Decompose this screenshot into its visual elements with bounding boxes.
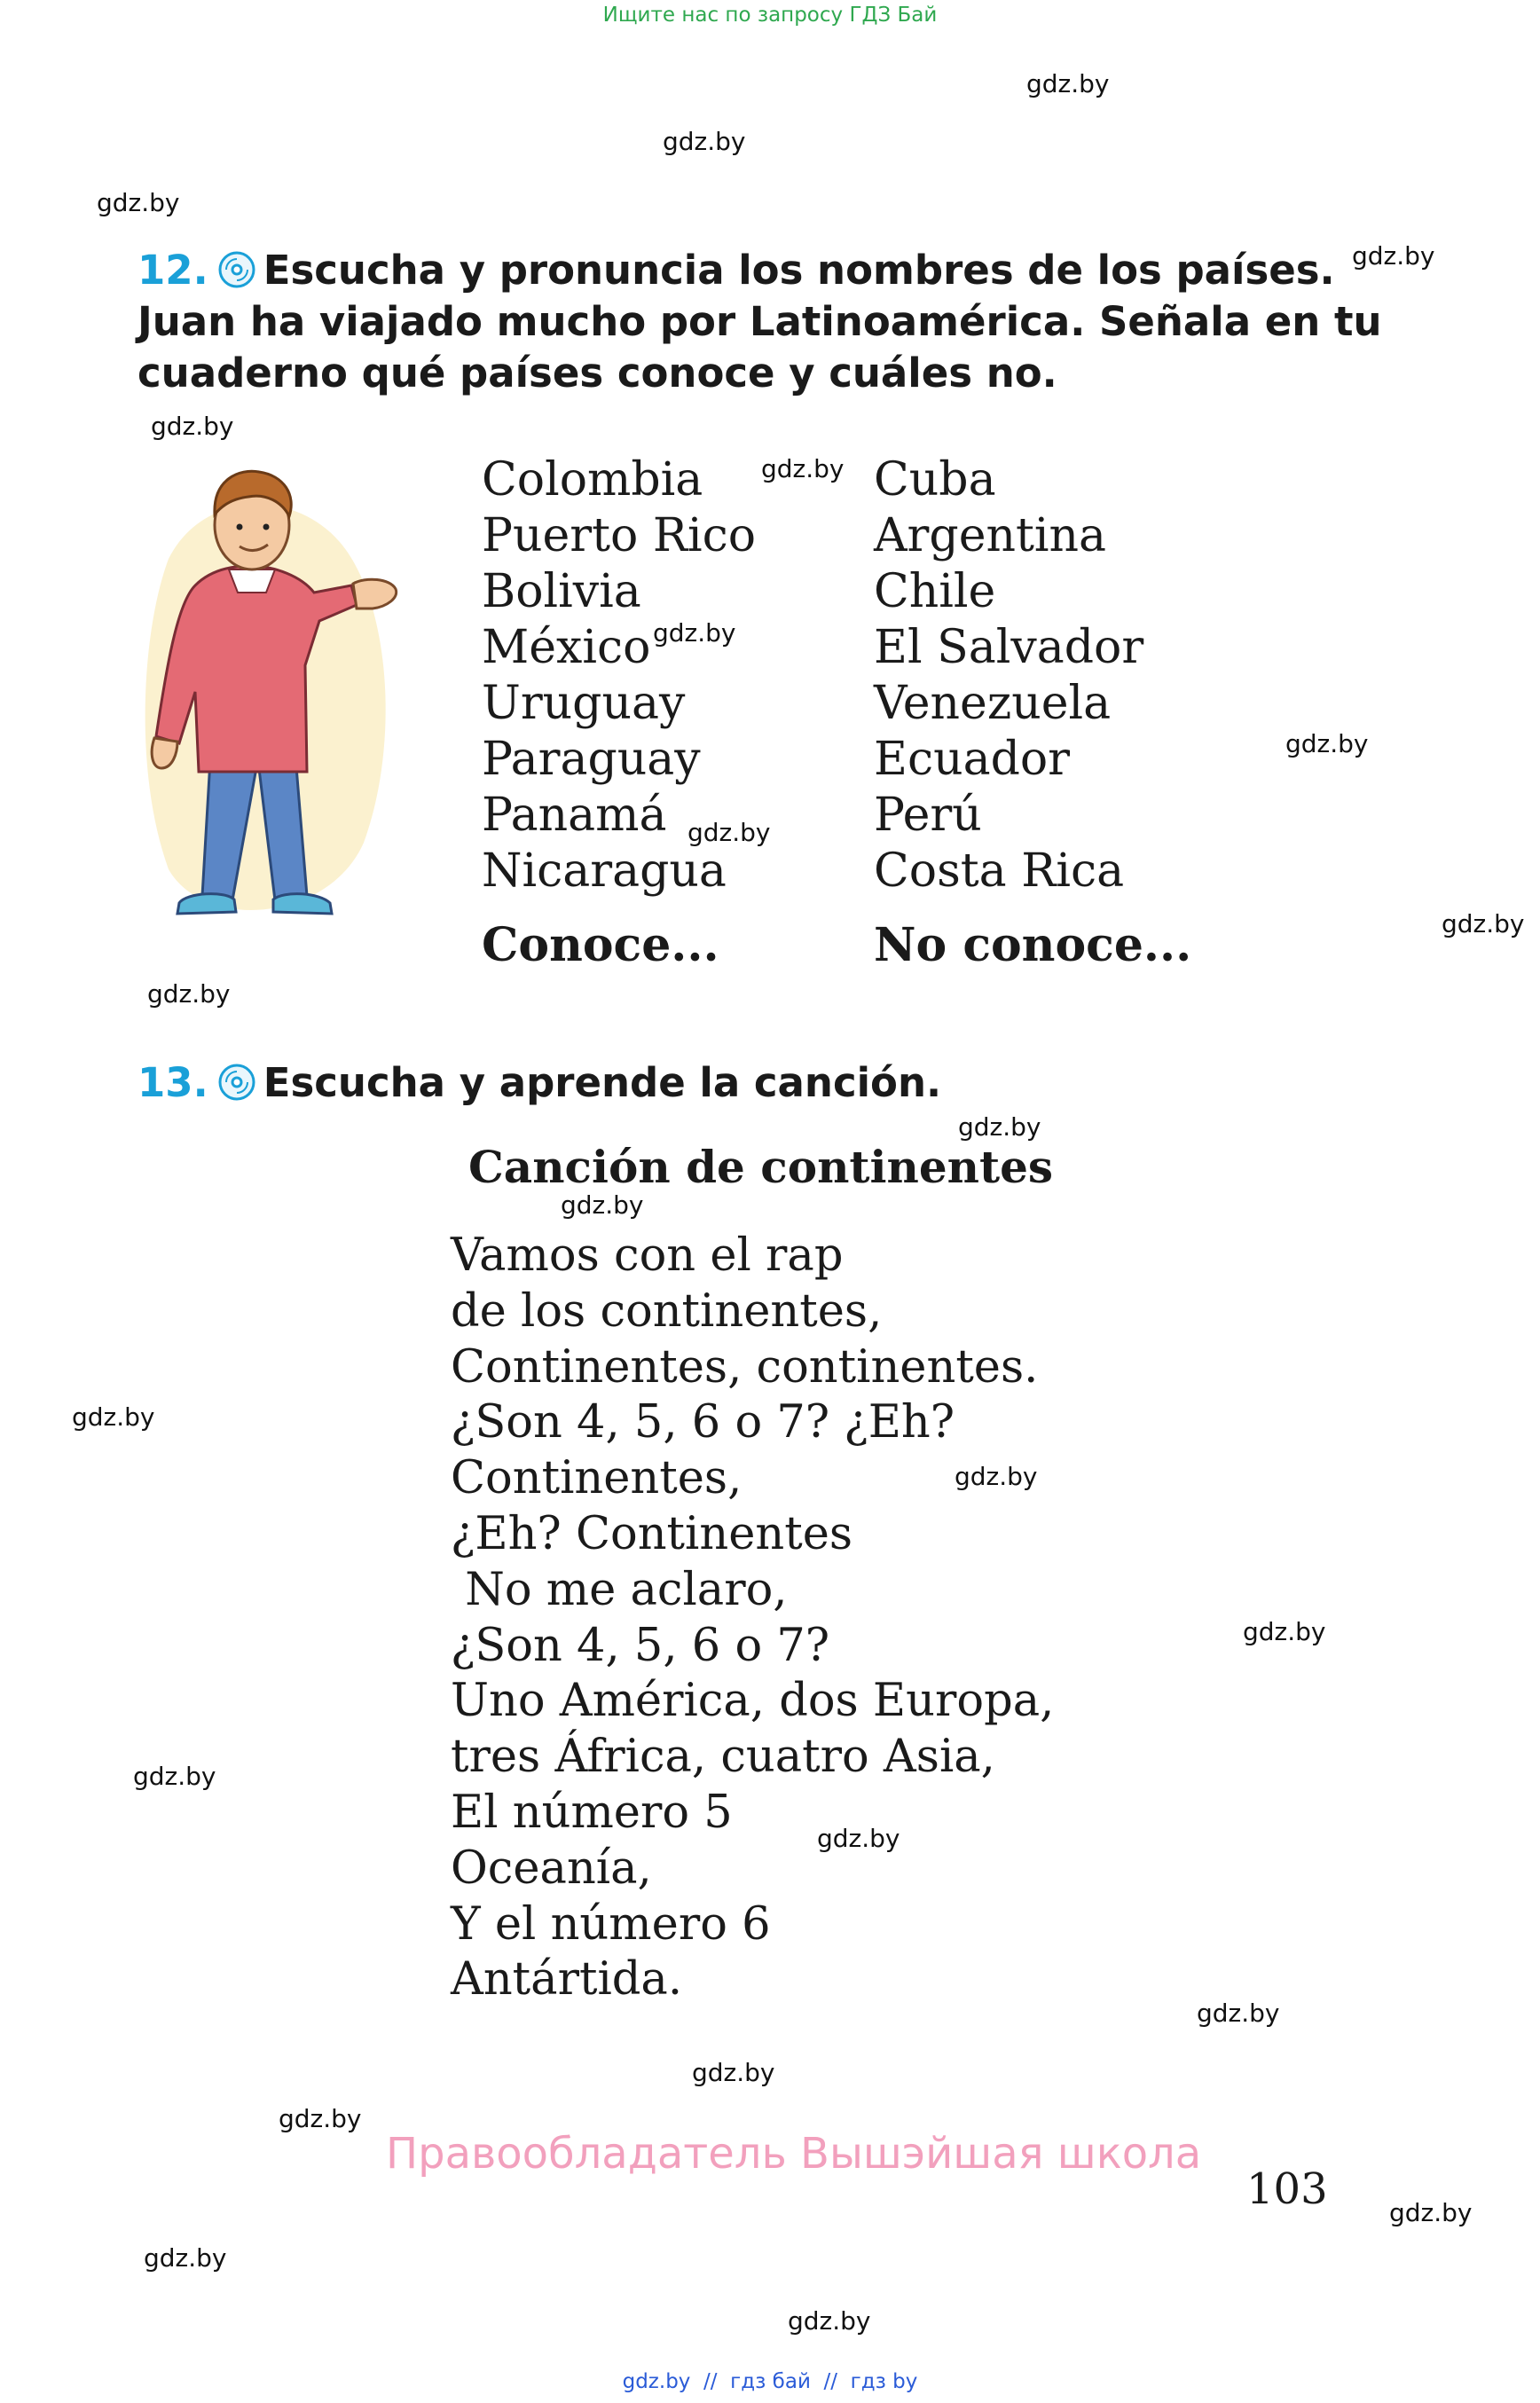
song-line: Y el número 6 xyxy=(451,1897,771,1951)
country-venezuela: Venezuela xyxy=(874,677,1112,730)
song-line: ¿Son 4, 5, 6 o 7? ¿Eh? xyxy=(451,1396,955,1449)
watermark: gdz.by xyxy=(1285,729,1369,758)
watermark: gdz.by xyxy=(1352,241,1435,271)
song-line: de los continentes, xyxy=(451,1284,883,1338)
song-line: No me aclaro, xyxy=(451,1563,788,1616)
country-costa-rica: Costa Rica xyxy=(874,844,1125,898)
watermark: gdz.by xyxy=(147,979,231,1009)
watermark: gdz.by xyxy=(788,2306,871,2336)
song-line: Vamos con el rap xyxy=(451,1229,844,1282)
page-number: 103 xyxy=(1246,2164,1328,2214)
instruction-line: cuaderno qué países conoce y cuáles no. xyxy=(138,349,1057,397)
song-line: Antártida. xyxy=(451,1953,683,2006)
watermark: gdz.by xyxy=(1389,2198,1473,2227)
exercise-number: 12. xyxy=(138,247,208,294)
copyright-notice: Правообладатель Вышэйшая школа xyxy=(386,2129,1202,2179)
watermark: gdz.by xyxy=(1026,69,1110,98)
country-nicaragua: Nicaragua xyxy=(482,844,727,898)
not-knows-column-header: No conoce... xyxy=(874,918,1192,972)
watermark: gdz.by xyxy=(72,1402,155,1432)
footer-links[interactable]: gdz.by // гдз бай // гдз by xyxy=(622,2370,918,2393)
exercise-13-heading xyxy=(138,1057,941,1109)
country-ecuador: Ecuador xyxy=(874,733,1071,786)
countries-right-column xyxy=(874,452,1143,899)
song-line: Continentes, continentes. xyxy=(451,1340,1039,1394)
watermark: gdz.by xyxy=(151,412,234,441)
watermark: gdz.by xyxy=(1243,1617,1326,1646)
instruction-line: Escucha y pronuncia los nombres de los países. xyxy=(263,247,1335,294)
watermark: gdz.by xyxy=(97,188,180,217)
watermark: gdz.by xyxy=(561,1190,644,1220)
watermark: gdz.by xyxy=(144,2243,227,2273)
song-title: Canción de continentes xyxy=(468,1141,1054,1193)
song-line: Oceanía, xyxy=(451,1842,652,1895)
country-mexico: México xyxy=(482,621,651,674)
countries-left-column xyxy=(482,452,756,899)
audio-cd-icon xyxy=(217,1063,256,1102)
country-argentina: Argentina xyxy=(874,509,1106,562)
country-colombia: Colombia xyxy=(482,453,703,507)
watermark: gdz.by xyxy=(663,127,746,156)
watermark: gdz.by xyxy=(653,618,736,648)
instruction: Escucha y aprende la canción. xyxy=(263,1059,942,1106)
country-peru: Perú xyxy=(874,789,982,842)
watermark: gdz.by xyxy=(761,454,845,483)
country-el-salvador: El Salvador xyxy=(874,621,1144,674)
watermark: gdz.by xyxy=(817,1824,900,1853)
watermark: gdz.by xyxy=(955,1462,1038,1491)
song-line: ¿Eh? Continentes xyxy=(451,1507,853,1560)
top-banner: Ищите нас по запросу ГДЗ Бай xyxy=(602,4,938,27)
watermark: gdz.by xyxy=(1197,1999,1280,2028)
song-line: ¿Son 4, 5, 6 o 7? xyxy=(451,1619,830,1672)
watermark: gdz.by xyxy=(279,2104,362,2133)
song-line: El número 5 xyxy=(451,1786,733,1839)
song-line: Uno América, dos Europa, xyxy=(451,1675,1055,1728)
country-panama: Panamá xyxy=(482,789,667,842)
watermark: gdz.by xyxy=(133,1762,216,1791)
song-lyrics xyxy=(451,1229,1054,2008)
exercise-12-heading xyxy=(138,245,1382,399)
song-line: Continentes, xyxy=(451,1452,742,1505)
country-bolivia: Bolivia xyxy=(482,565,641,618)
watermark: gdz.by xyxy=(958,1112,1041,1142)
audio-cd-icon xyxy=(217,250,256,289)
song-line: tres África, cuatro Asia, xyxy=(451,1731,995,1784)
watermark: gdz.by xyxy=(1442,909,1525,938)
country-cuba: Cuba xyxy=(874,453,996,507)
exercise-number: 13. xyxy=(138,1059,208,1106)
knows-column-header: Conoce... xyxy=(482,918,719,972)
country-uruguay: Uruguay xyxy=(482,677,686,730)
country-paraguay: Paraguay xyxy=(482,733,701,786)
instruction-line: Juan ha viajado mucho por Latinoamérica. Señala en tu xyxy=(138,298,1382,345)
watermark: gdz.by xyxy=(692,2058,775,2087)
boy-illustration xyxy=(133,452,408,931)
country-chile: Chile xyxy=(874,565,996,618)
country-puerto-rico: Puerto Rico xyxy=(482,509,757,562)
watermark: gdz.by xyxy=(688,818,771,847)
